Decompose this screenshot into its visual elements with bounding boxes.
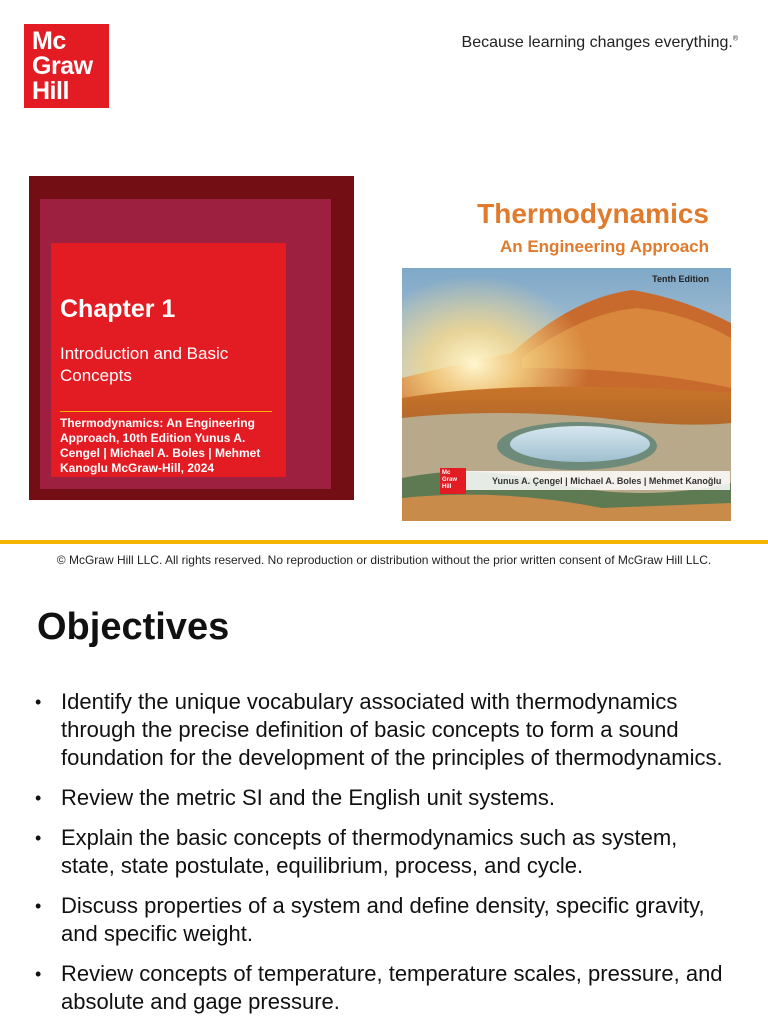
cover-title: Thermodynamics xyxy=(477,198,709,229)
chapter-citation: Thermodynamics: An Engineering Approach, 10th Edition Yunus A. Cengel | Michael A. Boles | Mehmet Kanoglu McGraw-Hill, 2024 xyxy=(60,416,261,475)
objective-text: Discuss properties of a system and define density, specific gravity, and specific weight. xyxy=(61,893,705,946)
copyright-notice: © McGraw Hill LLC. All rights reserved. No reproduction or distribution without the prior written consent of McGraw Hill LLC. xyxy=(56,553,712,567)
objective-text: Review the metric SI and the English unit systems. xyxy=(61,785,555,810)
cover-logo-line-3: Hill xyxy=(442,484,452,490)
objective-text: Explain the basic concepts of thermodynamics such as system, state, state postulate, equilibrium, process, and cycle. xyxy=(61,825,678,878)
chapter-subtitle: Introduction and Basic Concepts xyxy=(60,344,229,385)
tagline-text: Because learning changes everything. xyxy=(461,34,733,51)
objective-item xyxy=(33,892,733,948)
registered-mark: ® xyxy=(732,35,738,43)
objective-item xyxy=(33,688,733,772)
cover-subtitle: An Engineering Approach xyxy=(499,237,709,256)
bullet-icon: • xyxy=(35,788,42,808)
cover-edition: Tenth Edition xyxy=(652,274,709,284)
gold-divider xyxy=(0,540,768,544)
chapter-title: Chapter 1 xyxy=(60,295,176,323)
objectives-list xyxy=(33,688,733,1028)
tagline xyxy=(462,34,738,52)
objective-item xyxy=(33,784,733,812)
chapter-divider xyxy=(60,411,272,412)
book-cover xyxy=(402,192,731,521)
cover-logo-line-1: Mc xyxy=(442,470,451,476)
cover-authors: Yunus A. Çengel | Michael A. Boles | Mehmet Kanoğlu xyxy=(492,476,722,486)
bullet-icon: • xyxy=(35,964,42,984)
logo-line-1: Mc xyxy=(32,27,66,55)
mcgraw-hill-logo xyxy=(24,24,109,108)
logo-line-3: Hill xyxy=(32,77,69,105)
cover-logo-line-2: Graw xyxy=(442,477,458,483)
cover-publisher-logo xyxy=(440,468,466,494)
bullet-icon: • xyxy=(35,896,42,916)
objective-text: Identify the unique vocabulary associated with thermodynamics through the precise definition of basic concepts to form a sound foundation for the development of the principles of thermodynamics. xyxy=(61,689,723,770)
objective-text: Review concepts of temperature, temperature scales, pressure, and absolute and gage pressure. xyxy=(61,961,723,1014)
objective-item xyxy=(33,824,733,880)
objective-item xyxy=(33,960,733,1016)
bullet-icon: • xyxy=(35,828,42,848)
objectives-heading: Objectives xyxy=(37,606,230,648)
bullet-icon: • xyxy=(35,692,42,712)
logo-line-2: Graw xyxy=(32,52,93,80)
chapter-title-card xyxy=(51,243,286,477)
